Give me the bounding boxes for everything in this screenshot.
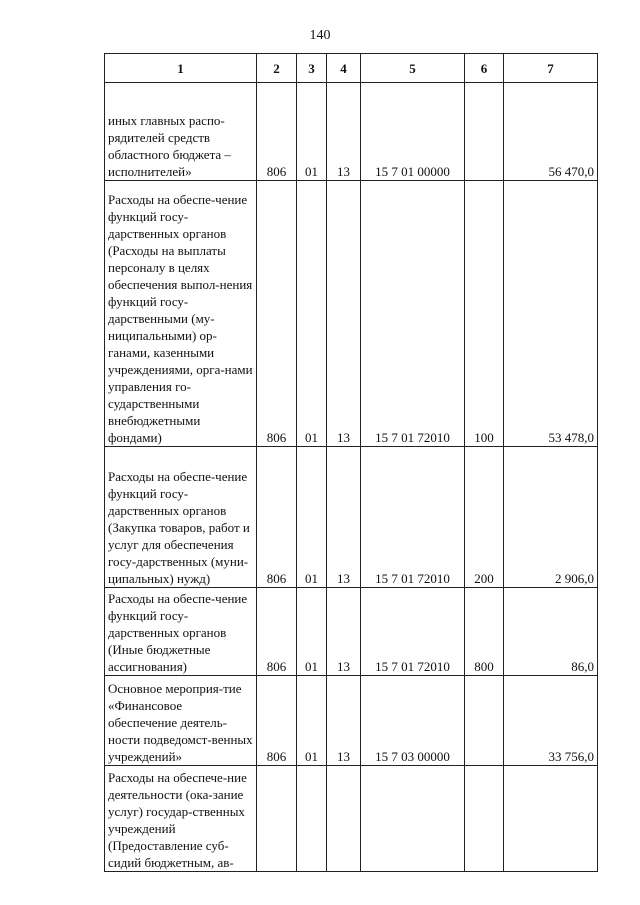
section-code-cell: 01 — [297, 181, 327, 447]
column-header-5: 5 — [361, 54, 465, 83]
column-header-2: 2 — [257, 54, 297, 83]
subsection-code-cell — [327, 766, 361, 872]
target-article-cell: 15 7 01 00000 — [361, 83, 465, 181]
section-code-cell: 01 — [297, 676, 327, 766]
subsection-code-cell: 13 — [327, 181, 361, 447]
subsection-code-cell: 13 — [327, 447, 361, 588]
amount-cell — [504, 766, 598, 872]
table-row — [105, 447, 598, 588]
target-article-cell: 15 7 03 00000 — [361, 676, 465, 766]
amount-cell: 56 470,0 — [504, 83, 598, 181]
column-header-7: 7 — [504, 54, 598, 83]
amount-cell: 33 756,0 — [504, 676, 598, 766]
subsection-code-cell: 13 — [327, 676, 361, 766]
expense-type-cell: 200 — [465, 447, 504, 588]
target-article-cell: 15 7 01 72010 — [361, 447, 465, 588]
ministry-code-cell — [257, 766, 297, 872]
column-header-6: 6 — [465, 54, 504, 83]
ministry-code-cell: 806 — [257, 588, 297, 676]
budget-table — [104, 53, 598, 872]
expense-type-cell — [465, 676, 504, 766]
section-code-cell: 01 — [297, 588, 327, 676]
table-row — [105, 83, 598, 181]
column-header-3: 3 — [297, 54, 327, 83]
ministry-code-cell: 806 — [257, 181, 297, 447]
column-header-1: 1 — [105, 54, 257, 83]
column-header-4: 4 — [327, 54, 361, 83]
ministry-code-cell: 806 — [257, 676, 297, 766]
table-row — [105, 766, 598, 872]
amount-cell: 86,0 — [504, 588, 598, 676]
table-row — [105, 181, 598, 447]
subsection-code-cell: 13 — [327, 83, 361, 181]
target-article-cell — [361, 766, 465, 872]
target-article-cell: 15 7 01 72010 — [361, 181, 465, 447]
target-article-cell: 15 7 01 72010 — [361, 588, 465, 676]
row-name-cell: Расходы на обеспече-ние деятельности (ока-зание услуг) государ-ственных учреждений (Предоставление суб-сидий бюджетным, ав- — [105, 766, 257, 872]
row-name-cell: Расходы на обеспе-чение функций госу-дарственных органов (Закупка товаров, работ и услуг для обеспечения госу-дарственных (муни-ципальных) нужд) — [105, 447, 257, 588]
expense-type-cell: 100 — [465, 181, 504, 447]
row-name-cell: иных главных распо-рядителей средств областного бюджета – исполнителей» — [105, 83, 257, 181]
expense-type-cell — [465, 766, 504, 872]
subsection-code-cell: 13 — [327, 588, 361, 676]
section-code-cell — [297, 766, 327, 872]
row-name-cell: Основное мероприя-тие «Финансовое обеспечение деятель-ности подведомст-венных учреждений» — [105, 676, 257, 766]
table-row — [105, 676, 598, 766]
page-number: 140 — [309, 28, 331, 43]
section-code-cell: 01 — [297, 447, 327, 588]
amount-cell: 53 478,0 — [504, 181, 598, 447]
ministry-code-cell: 806 — [257, 83, 297, 181]
row-name-cell: Расходы на обеспе-чение функций госу-дарственных органов (Иные бюджетные ассигнования) — [105, 588, 257, 676]
row-name-cell: Расходы на обеспе-чение функций госу-дарственных органов (Расходы на выплаты персоналу в целях обеспечения выпол-нения функций госу-дарственными (му-ниципальными) ор-ганами, казенными учреждениями, орга-нами управления го-сударственными внебюджетными фондами) — [105, 181, 257, 447]
expense-type-cell: 800 — [465, 588, 504, 676]
table-row — [105, 588, 598, 676]
amount-cell: 2 906,0 — [504, 447, 598, 588]
section-code-cell: 01 — [297, 83, 327, 181]
table-header-row — [105, 54, 598, 83]
ministry-code-cell: 806 — [257, 447, 297, 588]
expense-type-cell — [465, 83, 504, 181]
